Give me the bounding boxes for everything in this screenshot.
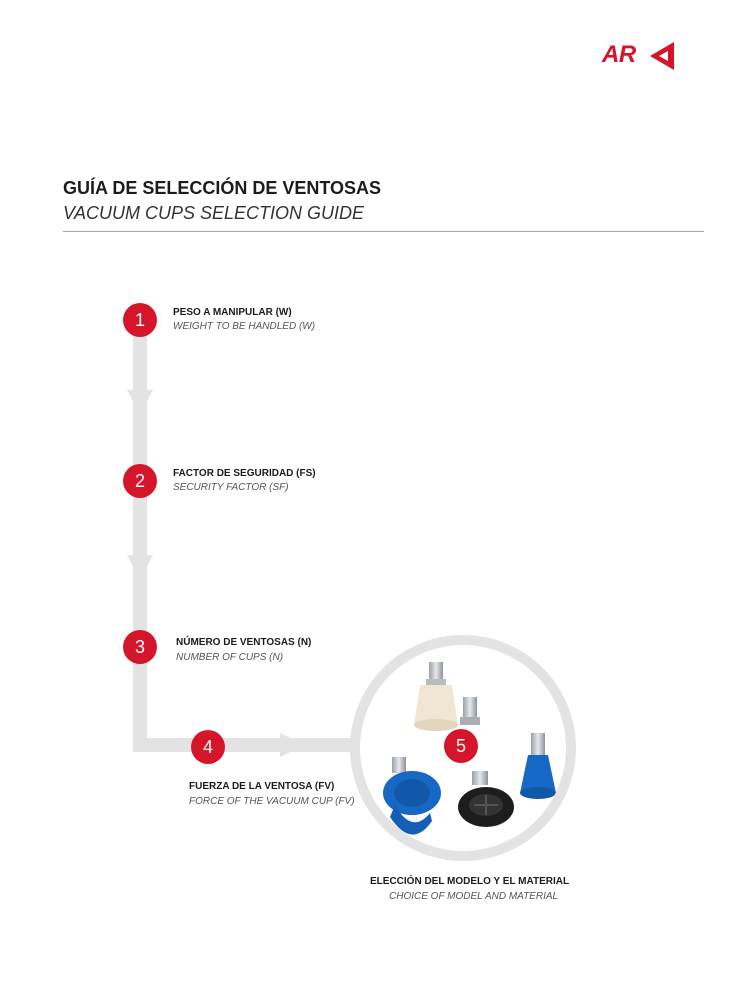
- logo-text: AR: [602, 41, 636, 68]
- step-2-badge: 2: [123, 464, 157, 498]
- blue-vacuum-cup-large: [383, 757, 441, 835]
- step-4-label: FUERZA DE LA VENTOSA (FV): [189, 781, 335, 792]
- step-2-sublabel: SECURITY FACTOR (SF): [173, 482, 289, 493]
- step-1-sublabel: WEIGHT TO BE HANDLED (W): [173, 321, 316, 332]
- white-vacuum-cup: [414, 662, 458, 731]
- page-subtitle: VACUUM CUPS SELECTION GUIDE: [63, 203, 365, 223]
- step-4-badge: 4: [191, 730, 225, 764]
- step-4-sublabel: FORCE OF THE VACUUM CUP (FV): [189, 796, 355, 807]
- page-title: GUÍA DE SELECCIÓN DE VENTOSAS: [63, 178, 382, 198]
- step-5-label: ELECCIÓN DEL MODELO Y EL MATERIAL: [370, 876, 570, 887]
- step-1-badge: 1: [123, 303, 157, 337]
- flow-arrow-down-2: [127, 555, 153, 579]
- step-5-sublabel: CHOICE OF MODEL AND MATERIAL: [389, 891, 559, 902]
- step-3-badge: 3: [123, 630, 157, 664]
- black-vacuum-cup: [458, 771, 514, 827]
- step-2-label: FACTOR DE SEGURIDAD (FS): [173, 468, 316, 479]
- step-3-label: NÚMERO DE VENTOSAS (N): [176, 637, 312, 648]
- flow-arrow-down-1: [127, 390, 153, 414]
- blue-vacuum-cup-small: [520, 733, 556, 799]
- metal-fitting: [460, 697, 480, 725]
- step-1-label: PESO A MANIPULAR (W): [173, 307, 292, 318]
- step-5-badge: 5: [444, 729, 478, 763]
- flow-arrow-right: [280, 733, 305, 757]
- flow-vertical-line: [133, 322, 147, 752]
- flow-horizontal-line: [133, 738, 353, 752]
- step-3-sublabel: NUMBER OF CUPS (N): [176, 652, 284, 663]
